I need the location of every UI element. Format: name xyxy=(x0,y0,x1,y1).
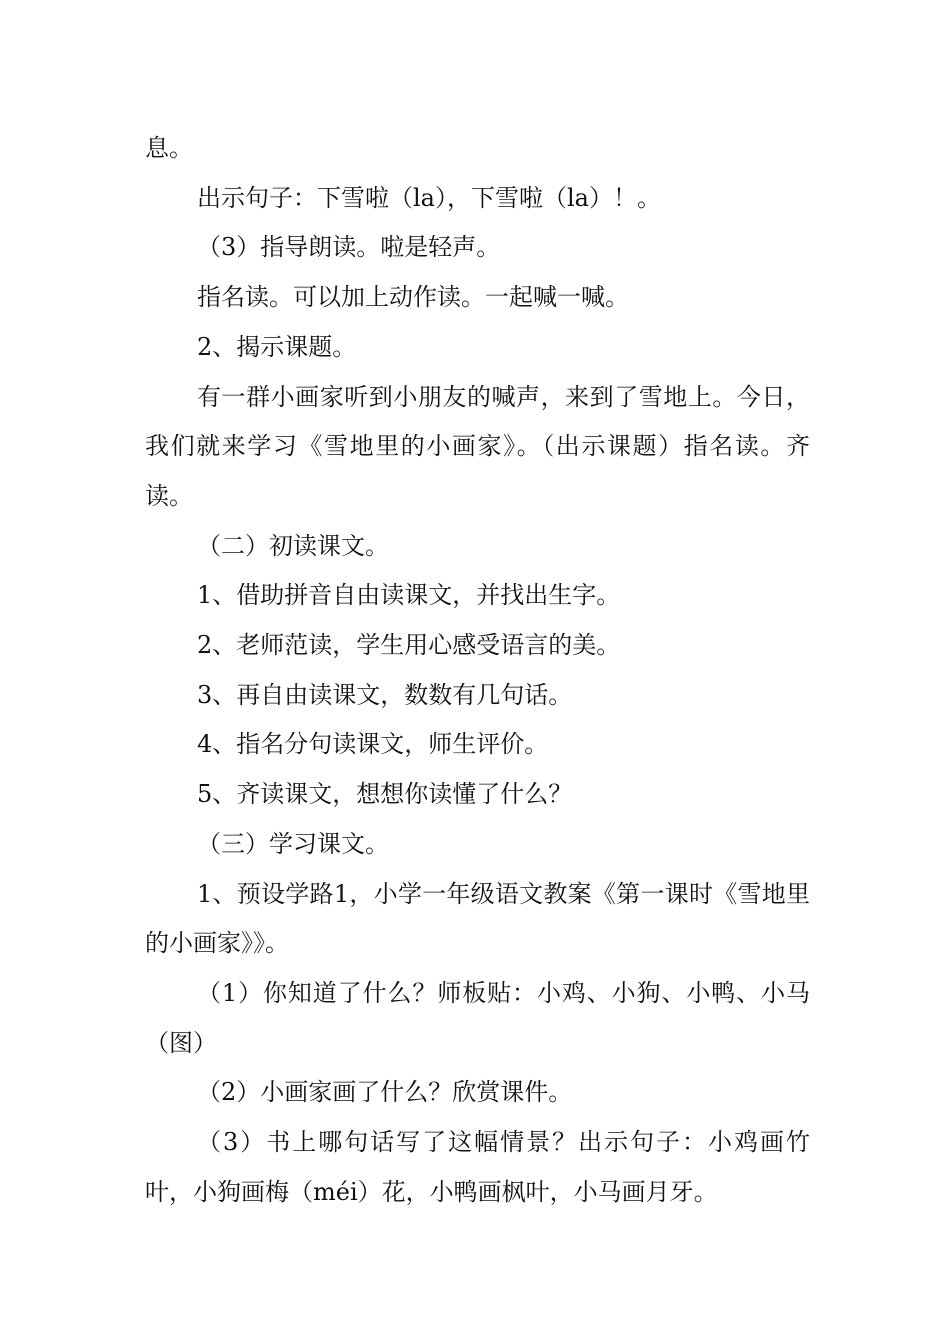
list-item: 2、老师范读，学生用心感受语言的美。 xyxy=(197,631,621,660)
paragraph-intro: 有一群小画家听到小朋友的喊声，来到了雪地上。今日，我们就来学习《雪地里的小画家》。（出示课题）指名读。齐读。 xyxy=(145,382,810,510)
section-heading-first-reading: （二）初读课文。 xyxy=(197,531,389,560)
paragraph-reveal-title: 2、揭示课题。 xyxy=(197,332,357,361)
list-item: 1、预设学路1，小学一年级语文教案《第一课时《雪地里的小画家》》。 xyxy=(145,879,810,958)
list-item: （3）书上哪句话写了这幅情景？出示句子：小鸡画竹叶，小狗画梅（méi）花，小鸭画枫叶，小马画月牙。 xyxy=(145,1128,810,1206)
list-item: （1）你知道了什么？师板贴：小鸡、小狗、小鸭、小马（图） xyxy=(145,978,810,1057)
list-item: 1、借助拼音自由读课文，并找出生字。 xyxy=(197,581,621,610)
paragraph-named-reading: 指名读。可以加上动作读。一起喊一喊。 xyxy=(197,283,629,312)
paragraph-guided-reading: （3）指导朗读。啦是轻声。 xyxy=(197,233,501,262)
document-page xyxy=(145,124,810,1217)
list-item: 3、再自由读课文，数数有几句话。 xyxy=(197,680,573,709)
paragraph-example-sentence: 出示句子：下雪啦（la），下雪啦（la）！。 xyxy=(197,183,661,212)
list-item: 4、指名分句读课文，师生评价。 xyxy=(197,730,549,759)
list-item: （2）小画家画了什么？欣赏课件。 xyxy=(197,1078,573,1107)
paragraph-continuation: 息。 xyxy=(145,134,193,162)
list-item: 5、齐读课文，想想你读懂了什么？ xyxy=(197,780,573,809)
section-heading-learn-text: （三）学习课文。 xyxy=(197,829,389,858)
